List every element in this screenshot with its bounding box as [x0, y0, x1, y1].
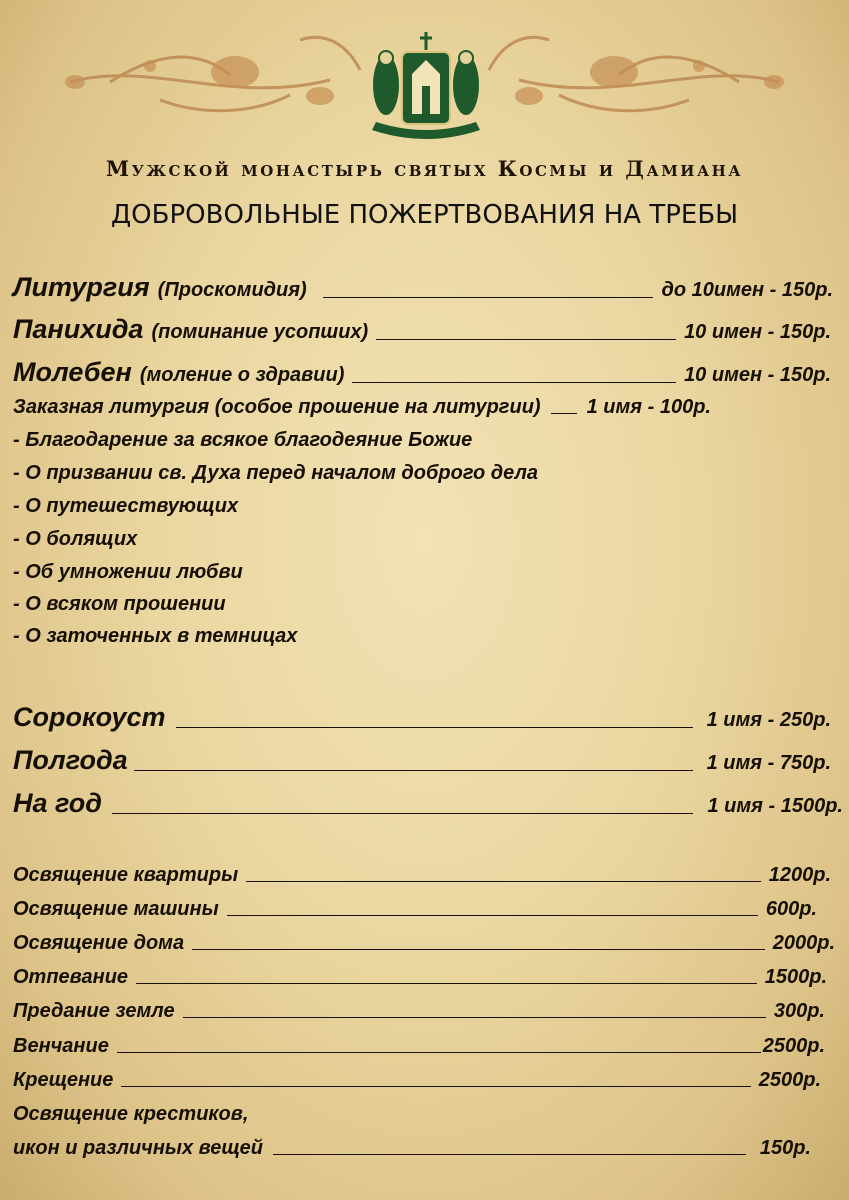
rite-row [13, 1137, 811, 1160]
prayer-item: - Благодарение за всякое благодеяние Божие [13, 429, 473, 451]
rite-name: Венчание [13, 1035, 109, 1057]
rite-name: Освящение дома [13, 932, 185, 954]
service-price: 10 имен - 150р. [684, 364, 831, 386]
last-rite-line1: Освящение крестиков, [13, 1103, 249, 1125]
rite-row [13, 932, 835, 955]
dotted-rule [273, 1154, 746, 1155]
special-service-name: Заказная литургия (особое прошение на литургии) [13, 396, 541, 418]
rite-price: 150р. [759, 1137, 811, 1159]
rite-row [13, 1035, 825, 1058]
service-name: Молебен [13, 357, 132, 387]
dotted-rule [134, 770, 693, 771]
dotted-rule [376, 339, 676, 340]
service-price: 10 имен - 150р. [684, 321, 831, 343]
rite-row [13, 966, 827, 989]
monastery-emblem-icon [366, 30, 486, 145]
service-note: (Проскомидия) [157, 279, 307, 301]
rite-name: Предание земле [13, 1000, 175, 1022]
dotted-rule [136, 983, 757, 984]
commemoration-price: 1 имя - 250р. [706, 709, 831, 731]
dotted-rule [323, 297, 654, 298]
rite-name: Освящение квартиры [13, 864, 239, 886]
rite-price: 1500р. [764, 966, 827, 988]
dotted-rule [551, 413, 577, 414]
commemoration-row [13, 788, 843, 819]
dotted-rule [112, 813, 694, 814]
service-note: (моление о здравии) [139, 364, 345, 386]
rite-name: Крещение [13, 1069, 114, 1091]
page-title: ДОБРОВОЛЬНЫЕ ПОЖЕРТВОВАНИЯ НА ТРЕБЫ [110, 200, 739, 230]
special-service-price: 1 имя - 100р. [586, 396, 711, 418]
rite-row [13, 1069, 821, 1092]
rite-name: Освящение машины [13, 898, 219, 920]
dotted-rule [121, 1086, 750, 1087]
commemoration-price: 1 имя - 1500р. [707, 795, 843, 817]
prayer-item: - О заточенных в темницах [13, 625, 298, 647]
dotted-rule [246, 881, 761, 882]
rite-price: 300р. [773, 1000, 825, 1022]
prayer-item: - О болящих [13, 528, 138, 550]
rite-name: Отпевание [13, 966, 129, 988]
dotted-rule [176, 727, 693, 728]
rite-row [13, 864, 831, 887]
rite-row [13, 1000, 825, 1023]
prayer-item: - О путешествующих [13, 495, 239, 517]
special-service-row [13, 396, 829, 419]
commemoration-row [13, 745, 831, 776]
service-name: Литургия [13, 272, 150, 302]
rite-price: 600р. [765, 898, 817, 920]
service-row [13, 357, 831, 388]
monastery-name: Мужской монастырь святых Космы и Дамиана [105, 156, 744, 181]
rite-price: 2000р. [772, 932, 835, 954]
prayer-item: - Об умножении любви [13, 561, 243, 583]
prayer-item: - О всяком прошении [13, 593, 226, 615]
rite-row [13, 898, 817, 921]
rite-price: 2500р. [758, 1069, 821, 1091]
commemoration-name: На год [13, 788, 102, 818]
service-price: до 10имен - 150р. [661, 279, 833, 301]
prayer-item: - О призвании св. Духа перед началом доброго дела [13, 462, 539, 484]
commemoration-name: Сорокоуст [13, 702, 166, 732]
rite-name: икон и различных вещей [13, 1137, 263, 1159]
rite-price: 1200р. [768, 864, 831, 886]
commemoration-row [13, 702, 831, 733]
dotted-rule [352, 382, 676, 383]
service-name: Панихида [13, 314, 144, 344]
service-note: (поминание усопших) [151, 321, 369, 343]
dotted-rule [183, 1017, 766, 1018]
rite-price: 2500р. [762, 1035, 825, 1057]
dotted-rule [227, 915, 758, 916]
service-row [13, 314, 831, 345]
commemoration-price: 1 имя - 750р. [706, 752, 831, 774]
dotted-rule [117, 1052, 761, 1053]
commemoration-name: Полгода [13, 745, 128, 775]
service-row [13, 272, 833, 303]
dotted-rule [192, 949, 765, 950]
